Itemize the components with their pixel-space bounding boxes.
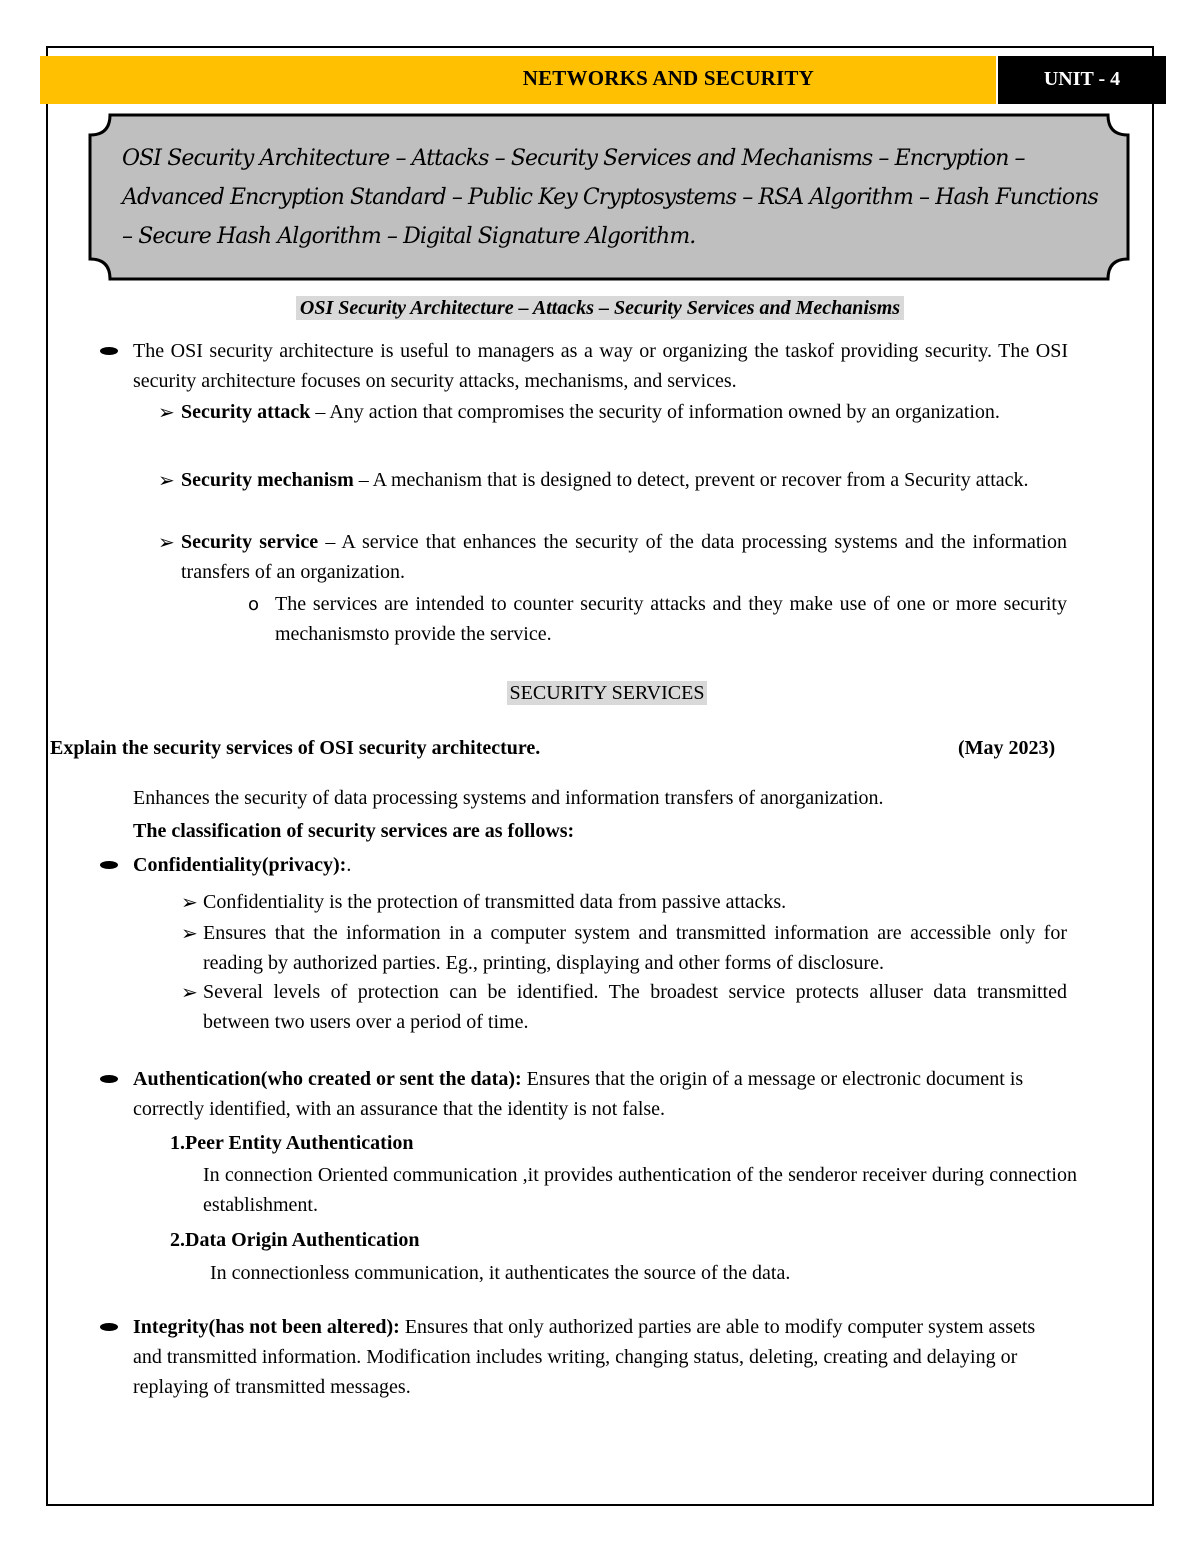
security-attack-item: [181, 397, 1067, 427]
topics-box: [88, 113, 1130, 281]
arrow-bullet-icon: ➢: [158, 530, 175, 554]
bullet-dot-icon: [100, 1075, 118, 1083]
confidentiality-point-3: Several levels of protection can be identified. The broadest service protects alluser data transmitted between two users over a period of time.: [203, 981, 1067, 1033]
data-origin-heading: [170, 1225, 770, 1255]
authentication-desc: Ensures that the origin of a message or electronic document is correctly identified, with an assurance that the identity is not false.: [133, 1068, 1024, 1120]
peer-entity-number: 1.: [170, 1132, 185, 1154]
authentication-item: [133, 1064, 1068, 1124]
exam-question: Explain the security services of OSI security architecture.: [50, 737, 541, 759]
peer-entity-desc: In connection Oriented communication ,it provides authentication of the senderor receiver during connection establishment.: [203, 1164, 1077, 1216]
bullet-dot-icon: [100, 861, 118, 869]
arrow-bullet-icon: ➢: [181, 921, 198, 945]
header-yellow-band: [40, 56, 996, 104]
data-origin-desc: In connectionless communication, it authenticates the source of the data.: [210, 1262, 791, 1284]
section-heading-osi: [0, 297, 1200, 320]
data-origin-number: 2.: [170, 1229, 185, 1251]
arrow-bullet-icon: ➢: [181, 890, 198, 914]
data-origin-title: Data Origin Authentication: [185, 1229, 420, 1251]
integrity-title: Integrity(has not been altered):: [133, 1316, 400, 1338]
topics-list: OSI Security Architecture – Attacks – Security Services and Mechanisms – Encryption –Advanced Encryption Standard – Public Key Cryptosystems – RSA Algorithm – Hash Functions – Secure Hash Algorithm – Digital Signature Algorithm.: [122, 146, 1098, 249]
services-intro: Enhances the security of data processing systems and information transfers of anorganization.: [133, 787, 884, 809]
section-heading-security-services-text: SECURITY SERVICES: [507, 681, 708, 705]
authentication-title: Authentication(who created or sent the data):: [133, 1068, 522, 1090]
peer-entity-title: Peer Entity Authentication: [185, 1132, 414, 1154]
osi-intro: The OSI security architecture is useful to managers as a way or organizing the taskof providing security. The OSI security architecture focuses on security attacks, mechanisms, and services.: [133, 340, 1068, 392]
peer-entity-heading: [170, 1128, 770, 1158]
circle-bullet-icon: o: [248, 594, 260, 615]
security-attack-desc: – Any action that compromises the security of information owned by an organization.: [310, 401, 1000, 423]
confidentiality-point-2: Ensures that the information in a computer system and transmitted information are accessible only for reading by authorized parties. Eg., printing, displaying and other forms of disclosure.: [203, 922, 1067, 974]
bullet-dot-icon: [100, 1323, 118, 1331]
confidentiality-point-1: Confidentiality is the protection of transmitted data from passive attacks.: [203, 891, 787, 913]
bullet-dot-icon: [100, 347, 118, 355]
arrow-bullet-icon: ➢: [158, 400, 175, 424]
unit-label: UNIT - 4: [998, 56, 1166, 104]
classification-line: The classification of security services are as follows:: [133, 820, 575, 842]
page-header: [40, 56, 1166, 104]
integrity-item: [133, 1312, 1068, 1402]
security-mechanism-term: Security mechanism: [181, 469, 354, 491]
security-service-term: Security service: [181, 531, 319, 553]
arrow-bullet-icon: ➢: [181, 980, 198, 1004]
integrity-desc: Ensures that only authorized parties are able to modify computer system assets and transmitted information. Modification includes writing, changing status, deleting, creating and delaying or replaying of transmitted messages.: [133, 1316, 1036, 1398]
confidentiality-title-suffix: .: [346, 854, 352, 876]
confidentiality-title: [133, 850, 1068, 880]
services-sub-item: The services are intended to counter security attacks and they make use of one or more security mechanismsto provide the service.: [275, 593, 1067, 645]
security-service-item: [181, 527, 1067, 587]
confidentiality-title-text: Confidentiality(privacy):: [133, 854, 347, 876]
security-attack-term: Security attack: [181, 401, 311, 423]
security-service-desc: – A service that enhances the security of the data processing systems and the information transfers of an organization.: [181, 531, 1067, 583]
security-mechanism-item: [181, 465, 1067, 495]
section-heading-osi-text: OSI Security Architecture – Attacks – Security Services and Mechanisms: [296, 296, 904, 320]
section-heading-security-services: [0, 682, 1200, 705]
header-title: NETWORKS AND SECURITY: [522, 66, 814, 90]
security-mechanism-desc: – A mechanism that is designed to detect, prevent or recover from a Security attack.: [353, 469, 1029, 491]
arrow-bullet-icon: ➢: [158, 468, 175, 492]
exam-question-date: (May 2023): [958, 737, 1056, 759]
